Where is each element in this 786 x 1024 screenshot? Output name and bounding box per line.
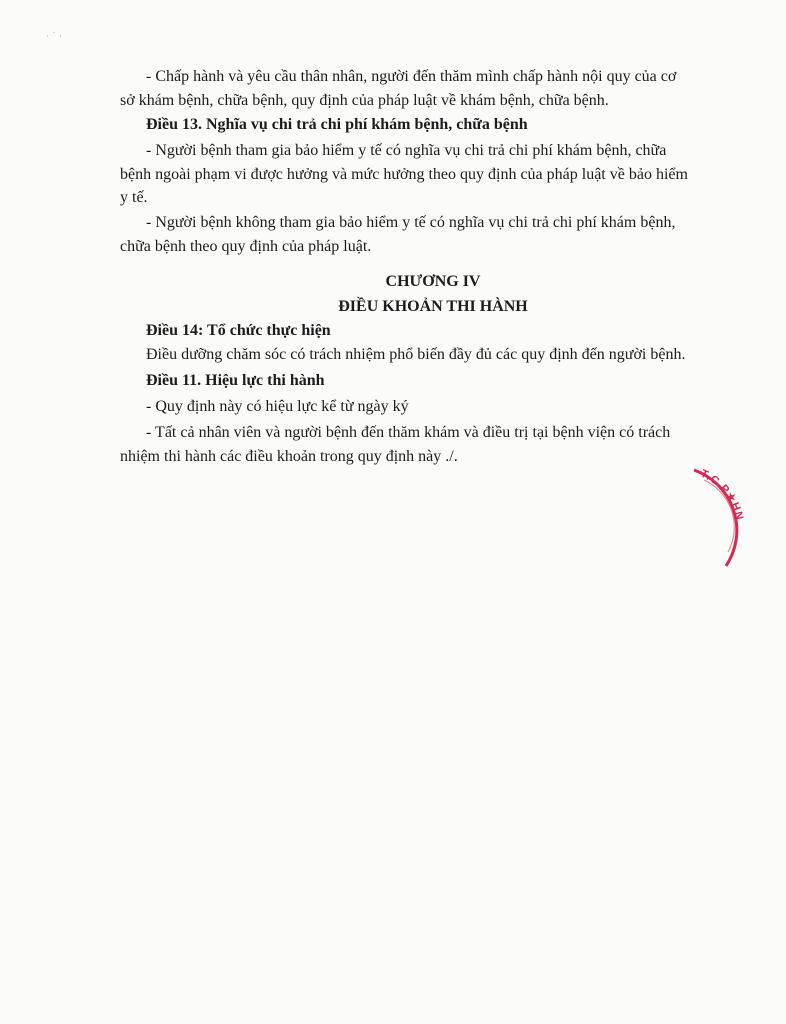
svg-text:T.C.P★HN: [699, 468, 746, 522]
chapter-title: ĐIỀU KHOẢN THI HÀNH: [338, 298, 528, 315]
paragraph-line: - Người bệnh tham gia bảo hiểm y tế có nghĩa vụ chi trả chi phí khám bệnh, chữa: [146, 142, 667, 159]
paragraph-line: bệnh ngoài phạm vi được hưởng và mức hưởng theo quy định của pháp luật về bảo hiểm: [120, 166, 688, 183]
article-13-heading: Điều 13. Nghĩa vụ chi trả chi phí khám bệnh, chữa bệnh: [146, 116, 528, 133]
paragraph-line: - Chấp hành và yêu cầu thân nhân, người đến thăm mình chấp hành nội quy của cơ: [146, 68, 677, 85]
article-11-heading: Điều 11. Hiệu lực thi hành: [146, 372, 325, 389]
red-seal-stamp: [690, 462, 786, 572]
paragraph-line: - Người bệnh không tham gia bảo hiểm y tế có nghĩa vụ chi trả chi phí khám bệnh,: [146, 214, 676, 231]
article-14-heading: Điều 14: Tổ chức thực hiện: [146, 322, 331, 339]
seal-text: T.C.P★HN: [698, 467, 746, 522]
paragraph-line: chữa bệnh theo quy định của pháp luật.: [120, 238, 372, 255]
chapter-number: CHƯƠNG IV: [385, 273, 481, 290]
paragraph-line: nhiệm thi hành các điều khoản trong quy định này ./.: [120, 448, 458, 465]
scan-artifact: · ˙ ·: [46, 32, 62, 42]
paragraph-line: - Quy định này có hiệu lực kể từ ngày ký: [146, 398, 409, 415]
paragraph-line: Điều dưỡng chăm sóc có trách nhiệm phổ biến đầy đủ các quy định đến người bệnh.: [146, 346, 686, 363]
seal-stamp-graphic: [690, 462, 786, 572]
paragraph-line: - Tất cả nhân viên và người bệnh đến thăm khám và điều trị tại bệnh viện có trách: [146, 424, 671, 441]
paragraph-line: y tế.: [120, 189, 148, 206]
paragraph-line: sở khám bệnh, chữa bệnh, quy định của pháp luật về khám bệnh, chữa bệnh.: [120, 92, 609, 109]
